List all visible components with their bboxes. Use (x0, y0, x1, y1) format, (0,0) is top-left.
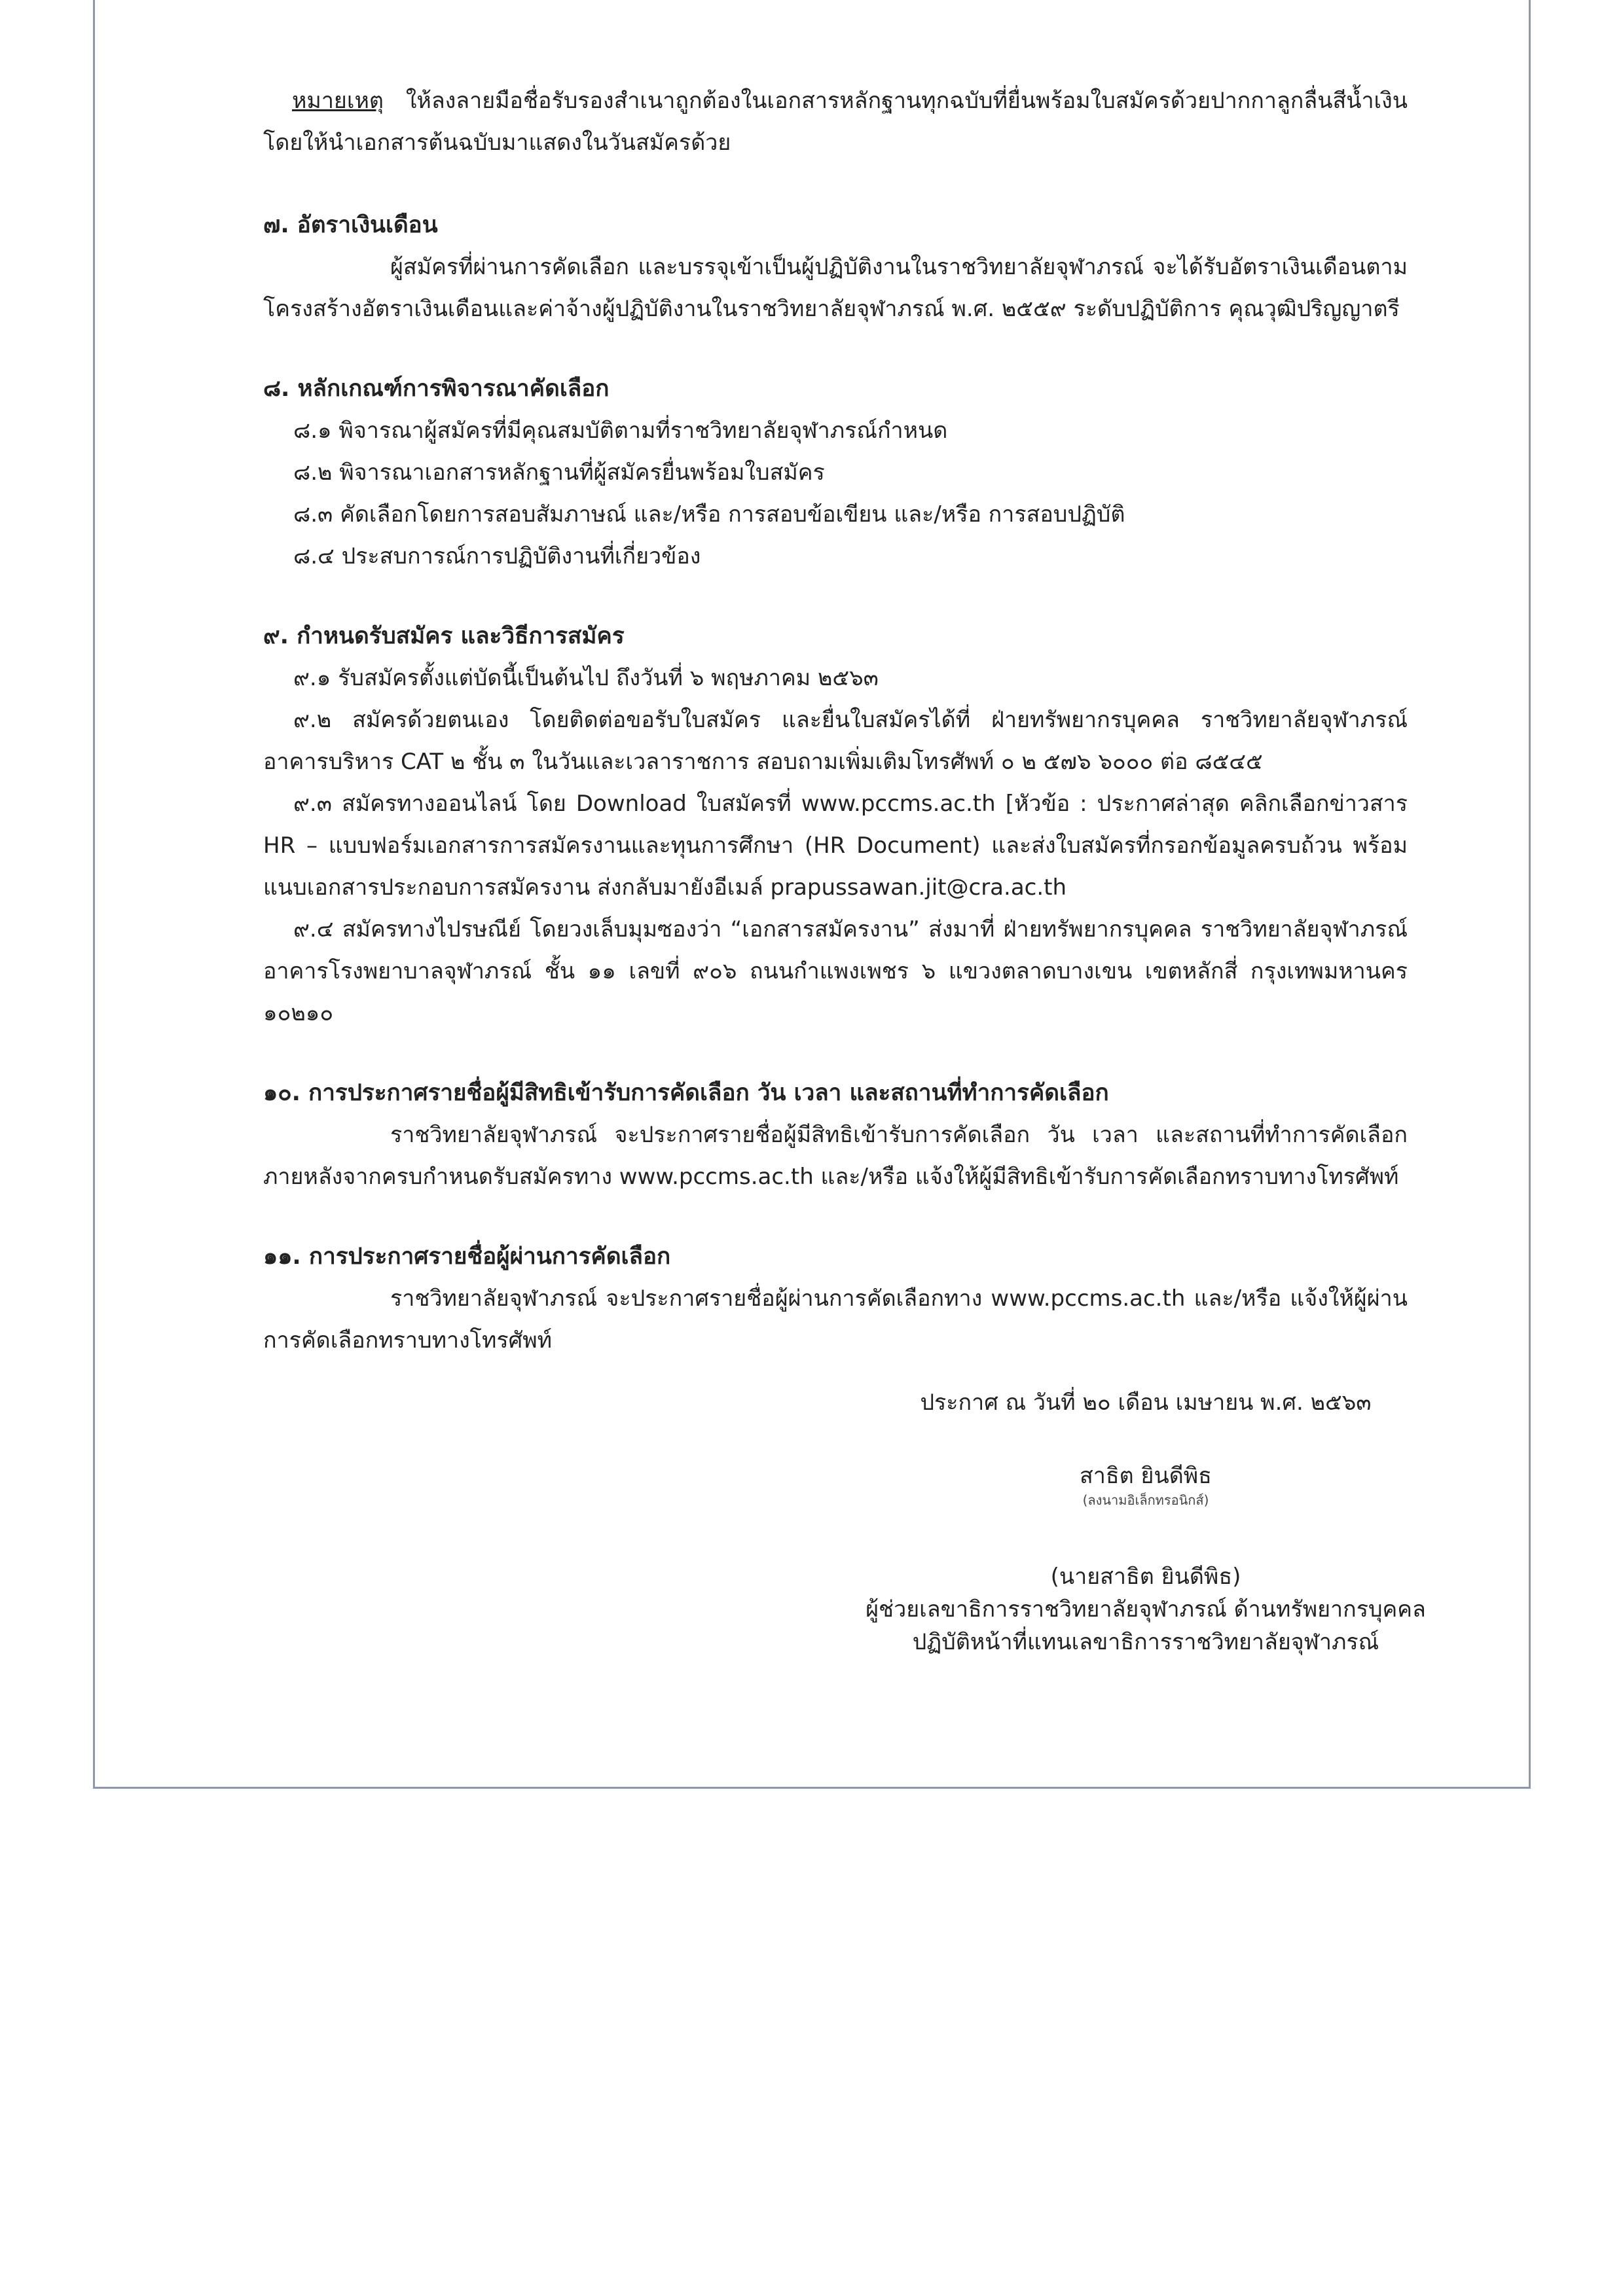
section-10-body: ราชวิทยาลัยจุฬาภรณ์ จะประกาศรายชื่อผู้มีสิทธิเข้ารับการคัดเลือก วัน เวลา และสถานที่ทำการคัดเลือก ภายหลังจากครบกำหนดรับสมัครทาง www.pccms.ac.th และ/หรือ แจ้งให้ผู้มีสิทธิเข้ารับการคัดเลือกทราบทางโทรศัพท์ (263, 1122, 1408, 1190)
section-8-item: ๘.๔ ประสบการณ์การปฏิบัติงานที่เกี่ยวข้อง (293, 543, 701, 569)
section-8-heading: ๘. หลักเกณฑ์การพิจารณาคัดเลือก (263, 376, 610, 402)
note-label: หมายเหตุ (292, 88, 384, 114)
section-11-body: ราชวิทยาลัยจุฬาภรณ์ จะประกาศรายชื่อผู้ผ่านการคัดเลือกทาง www.pccms.ac.th และ/หรือ แจ้งให้ผู้ผ่านการคัดเลือกทราบทางโทรศัพท์ (263, 1285, 1408, 1354)
section-9-heading: ๙. กำหนดรับสมัคร และวิธีการสมัคร (263, 623, 625, 649)
section-10-heading: ๑๐. การประกาศรายชื่อผู้มีสิทธิเข้ารับการคัดเลือก วัน เวลา และสถานที่ทำการคัดเลือก (263, 1080, 1109, 1106)
document-body (263, 80, 1408, 1361)
section-8-item: ๘.๑ พิจารณาผู้สมัครที่มีคุณสมบัติตามที่ราชวิทยาลัยจุฬาภรณ์กำหนด (293, 418, 948, 444)
section-11-heading: ๑๑. การประกาศรายชื่อผู้ผ่านการคัดเลือก (263, 1244, 671, 1270)
section-9-item: ๙.๔ สมัครทางไปรษณีย์ โดยวงเล็บมุมซองว่า “เอกสารสมัครงาน” ส่งมาที่ ฝ่ายทรัพยากรบุคคล ราชวิทยาลัยจุฬาภรณ์ อาคารโรงพยาบาลจุฬาภรณ์ ชั้น ๑๑ เลขที่ ๙๐๖ ถนนกำแพงเพชร ๖ แขวงตลาดบางเขน เขตหลักสี่ กรุงเทพมหานคร ๑๐๒๑๐ (263, 916, 1408, 1026)
section-9-item: ๙.๑ รับสมัครตั้งแต่บัดนี้เป็นต้นไป ถึงวันที่ ๖ พฤษภาคม ๒๕๖๓ (293, 665, 879, 691)
electronic-signature-note: (ลงนามอิเล็กทรอนิกส์) (1082, 1492, 1209, 1508)
signer-full-name: (นายสาธิต ยินดีพิธ) (1050, 1564, 1241, 1590)
section-7-heading: ๗. อัตราเงินเดือน (263, 212, 438, 238)
signature-block (707, 1460, 1584, 1508)
section-9-item: ๙.๒ สมัครด้วยตนเอง โดยติดต่อขอรับใบสมัคร และยื่นใบสมัครได้ที่ ฝ่ายทรัพยากรบุคคล ราชวิทยาลัยจุฬาภรณ์ อาคารบริหาร CAT ๒ ชั้น ๓ ในวันและเวลาราชการ สอบถามเพิ่มเติมโทรศัพท์ ๐ ๒ ๕๗๖ ๖๐๐๐ ต่อ ๘๕๔๕ (263, 707, 1408, 775)
section-9-item: ๙.๓ สมัครทางออนไลน์ โดย Download ใบสมัครที่ www.pccms.ac.th [หัวข้อ : ประกาศล่าสุด คลิกเลือกข่าวสาร HR – แบบฟอร์มเอกสารการสมัครงานและทุนการศึกษา (HR Document) และส่งใบสมัครที่กรอกข้อมูลครบถ้วน พร้อมแนบเอกสารประกอบการสมัครงาน ส่งกลับมายังอีเมล์ prapussawan.jit@cra.ac.th (263, 791, 1408, 901)
signer-details (707, 1560, 1584, 1659)
announcement-date (707, 1386, 1584, 1419)
date-line: ประกาศ ณ วันที่ ๒๐ เดือน เมษายน พ.ศ. ๒๕๖๓ (920, 1390, 1372, 1416)
section-8-item: ๘.๒ พิจารณาเอกสารหลักฐานที่ผู้สมัครยื่นพร้อมใบสมัคร (293, 459, 825, 486)
note-paragraph (263, 80, 1408, 164)
section-8-item: ๘.๓ คัดเลือกโดยการสอบสัมภาษณ์ และ/หรือ การสอบข้อเขียน และ/หรือ การสอบปฏิบัติ (293, 501, 1125, 528)
note-text: ให้ลงลายมือชื่อรับรองสำเนาถูกต้องในเอกสารหลักฐานทุกฉบับที่ยื่นพร้อมใบสมัครด้วยปากกาลูกลื่นสีน้ำเงิน โดยให้นำเอกสารต้นฉบับมาแสดงในวันสมัครด้วย (263, 88, 1408, 156)
signer-acting-position: ปฏิบัติหน้าที่แทนเลขาธิการราชวิทยาลัยจุฬาภรณ์ (912, 1629, 1379, 1655)
signer-name: สาธิต ยินดีพิธ (1080, 1463, 1212, 1489)
section-7-body: ผู้สมัครที่ผ่านการคัดเลือก และบรรจุเข้าเป็นผู้ปฏิบัติงานในราชวิทยาลัยจุฬาภรณ์ จะได้รับอัตราเงินเดือนตามโครงสร้างอัตราเงินเดือนและค่าจ้างผู้ปฏิบัติงานในราชวิทยาลัยจุฬาภรณ์ พ.ศ. ๒๕๕๙ ระดับปฏิบัติการ คุณวุฒิปริญญาตรี (263, 254, 1408, 322)
signer-position: ผู้ช่วยเลขาธิการราชวิทยาลัยจุฬาภรณ์ ด้านทรัพยากรบุคคล (866, 1596, 1426, 1623)
